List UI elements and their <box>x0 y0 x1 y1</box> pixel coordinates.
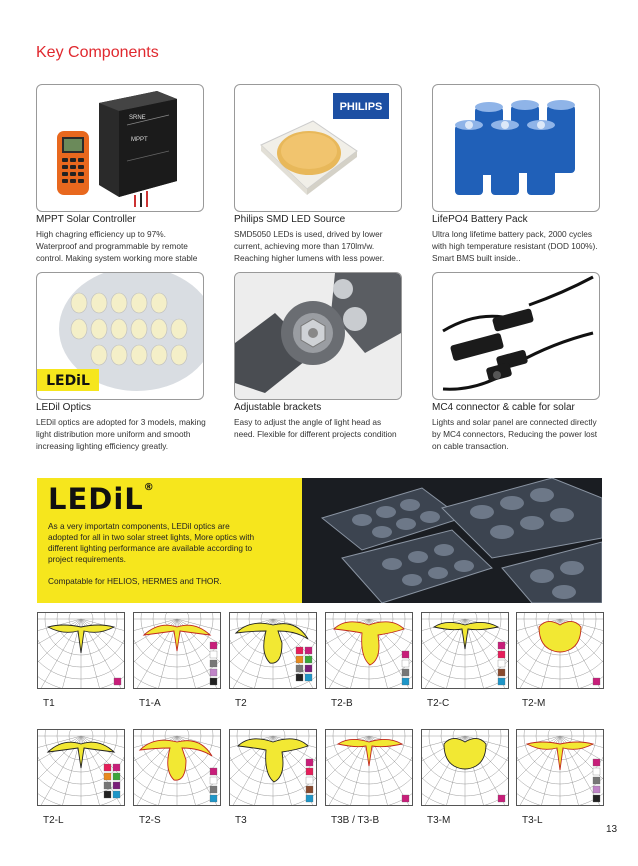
philips-logo: PHILIPS <box>339 101 383 113</box>
ledil-description: As a very importatn components, LEDil optics are adopted for all in two solar street lights, More optics with different lighting performance are available according to project requirements. Compatable for HELIOS, HERMES and THOR. <box>48 521 255 586</box>
mppt-controller-image <box>36 84 204 212</box>
photometric-label: T2-L <box>43 815 64 826</box>
photometric-label: T2-S <box>139 815 161 826</box>
component-desc: Ultra long lifetime battery pack, 2000 cycles with high temperature resistant (DOD 100%). Smart BMS built inside.. <box>432 229 598 263</box>
component-title: LifePO4 Battery Pack <box>432 214 528 225</box>
photometric-label: T2-M <box>522 698 546 709</box>
photometric-diagram-t2-b <box>325 612 413 689</box>
ledil-optics-image <box>36 272 204 400</box>
photometric-label: T2 <box>235 698 247 709</box>
svg-text:SRNE: SRNE <box>129 115 146 121</box>
photometric-diagram-t2-s <box>133 729 221 806</box>
photometric-diagram-t1-a <box>133 612 221 689</box>
mc4-connector-image <box>432 272 600 400</box>
photometric-label: T2-B <box>331 698 353 709</box>
photometric-label: T3 <box>235 815 247 826</box>
section-title: Key Components <box>36 44 159 61</box>
photometric-diagram-t2 <box>229 612 317 689</box>
photometric-label: T3-L <box>522 815 543 826</box>
component-title: Adjustable brackets <box>234 402 322 413</box>
component-title: MC4 connector & cable for solar <box>432 402 575 413</box>
component-desc: High chagring efficiency up to 97%. Waterproof and programmable by remote control. Making system working more stable <box>36 229 198 263</box>
svg-text:MPPT: MPPT <box>131 137 148 143</box>
page-number: 13 <box>606 824 618 835</box>
photometric-label: T2-C <box>427 698 450 709</box>
controller-box-icon <box>99 91 177 207</box>
ledil-lens-photo <box>302 478 602 603</box>
battery-pack-image <box>432 84 600 212</box>
photometric-label: T1-A <box>139 698 161 709</box>
component-desc: Lights and solar panel are connected directly by MC4 connectors, Reducing the power lost on cable transaction. <box>432 417 598 451</box>
photometric-label: T1 <box>43 698 55 709</box>
photometric-diagram-t3b-t3-b <box>325 729 413 806</box>
ledil-badge: LEDiL <box>46 373 90 389</box>
component-title: Philips SMD LED Source <box>234 214 346 225</box>
remote-control-icon <box>57 131 89 195</box>
ledil-logo: LEDiL® <box>48 482 155 516</box>
photometric-label: T3-M <box>427 815 451 826</box>
component-title: LEDil Optics <box>36 402 92 413</box>
photometric-diagram-t3-m <box>421 729 509 806</box>
photometric-diagram-t2-c <box>421 612 509 689</box>
photometric-diagram-t2-l <box>37 729 125 806</box>
photometric-diagram-t2-m <box>516 612 604 689</box>
photometric-diagram-t3-l <box>516 729 604 806</box>
philips-led-image <box>234 84 402 212</box>
component-desc: Easy to adjust the angle of light head as need. Flexible for different projects condition <box>234 417 397 439</box>
photometric-diagram-t1 <box>37 612 125 689</box>
component-desc: SMD5050 LEDs is used, drived by lower current, achieving more than 170lm/w. Reaching higher lumens with less power. <box>234 229 385 263</box>
component-desc: LEDil optics are adopted for 3 models, making light distribution more uniform and smooth increasing lighting efficiency greatly. <box>36 417 206 451</box>
component-title: MPPT Solar Controller <box>36 214 136 225</box>
photometric-diagram-t3 <box>229 729 317 806</box>
bracket-image <box>234 272 402 400</box>
photometric-label: T3B / T3-B <box>331 815 380 826</box>
